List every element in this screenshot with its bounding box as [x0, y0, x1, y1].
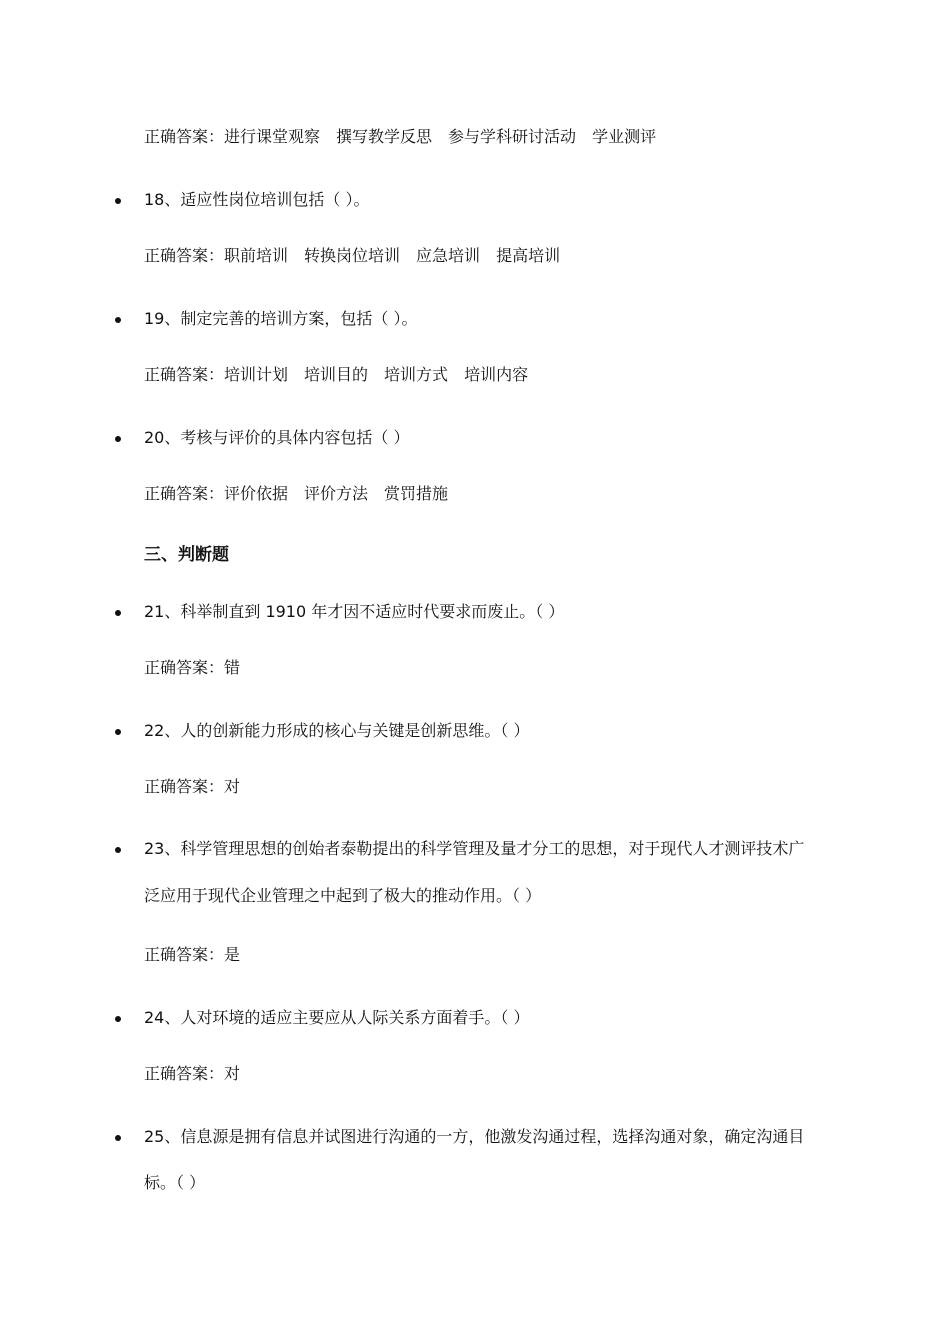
bullet-icon	[115, 729, 121, 735]
answer-line-17	[144, 126, 656, 148]
bullet-icon	[115, 847, 121, 853]
answer-label: 正确答案：	[144, 246, 225, 265]
answer-line-22: 正确答案：对	[144, 777, 241, 796]
bullet-icon	[115, 1135, 121, 1141]
question-20: 20、考核与评价的具体内容包括（ ）	[144, 428, 410, 447]
question-22: 22、人的创新能力形成的核心与关键是创新思维。（ ）	[144, 721, 530, 740]
question-25-line-2: 标。（ ）	[144, 1173, 206, 1192]
answer-options	[224, 127, 656, 146]
question-23-line-1: 23、科学管理思想的创始者泰勒提出的科学管理及量才分工的思想，对于现代人才测评技术广	[144, 839, 805, 858]
section-heading: 三、判断题	[144, 545, 229, 565]
question-21: 21、科举制直到 1910 年才因不适应时代要求而废止。（ ）	[144, 602, 565, 621]
answer-line-20	[144, 483, 448, 505]
bullet-icon	[115, 317, 121, 323]
answer-line-21: 正确答案：错	[144, 658, 241, 677]
answer-option: 进行课堂观察	[224, 127, 321, 146]
question-18: 18、适应性岗位培训包括（ ）。	[144, 190, 370, 209]
answer-line-19	[144, 364, 528, 386]
answer-option: 培训目的	[304, 365, 369, 384]
answer-label: 正确答案：	[144, 127, 225, 146]
question-19: 19、制定完善的培训方案，包括（ ）。	[144, 309, 418, 328]
answer-option: 评价依据	[224, 484, 289, 503]
answer-options	[224, 484, 448, 503]
question-23-line-2: 泛应用于现代企业管理之中起到了极大的推动作用。（ ）	[144, 886, 542, 905]
answer-label: 正确答案：	[144, 365, 225, 384]
bullet-icon	[115, 198, 121, 204]
answer-line-18	[144, 245, 560, 267]
answer-line-23: 正确答案：是	[144, 945, 241, 964]
answer-option: 职前培训	[224, 246, 289, 265]
question-25-line-1: 25、信息源是拥有信息并试图进行沟通的一方，他激发沟通过程，选择沟通对象，确定沟通目	[144, 1127, 805, 1146]
answer-option: 培训计划	[224, 365, 289, 384]
answer-option: 应急培训	[416, 246, 481, 265]
answer-option: 提高培训	[496, 246, 561, 265]
answer-option: 学业测评	[592, 127, 657, 146]
answer-option: 赏罚措施	[384, 484, 449, 503]
answer-option: 参与学科研讨活动	[448, 127, 577, 146]
bullet-icon	[115, 436, 121, 442]
answer-options	[224, 246, 560, 265]
answer-option: 撰写教学反思	[336, 127, 433, 146]
answer-option: 培训内容	[464, 365, 529, 384]
bullet-icon	[115, 1016, 121, 1022]
answer-label: 正确答案：	[144, 484, 225, 503]
answer-option: 转换岗位培训	[304, 246, 401, 265]
answer-line-24: 正确答案：对	[144, 1064, 241, 1083]
answer-option: 评价方法	[304, 484, 369, 503]
answer-options	[224, 365, 528, 384]
question-24: 24、人对环境的适应主要应从人际关系方面着手。（ ）	[144, 1008, 530, 1027]
answer-option: 培训方式	[384, 365, 449, 384]
bullet-icon	[115, 610, 121, 616]
